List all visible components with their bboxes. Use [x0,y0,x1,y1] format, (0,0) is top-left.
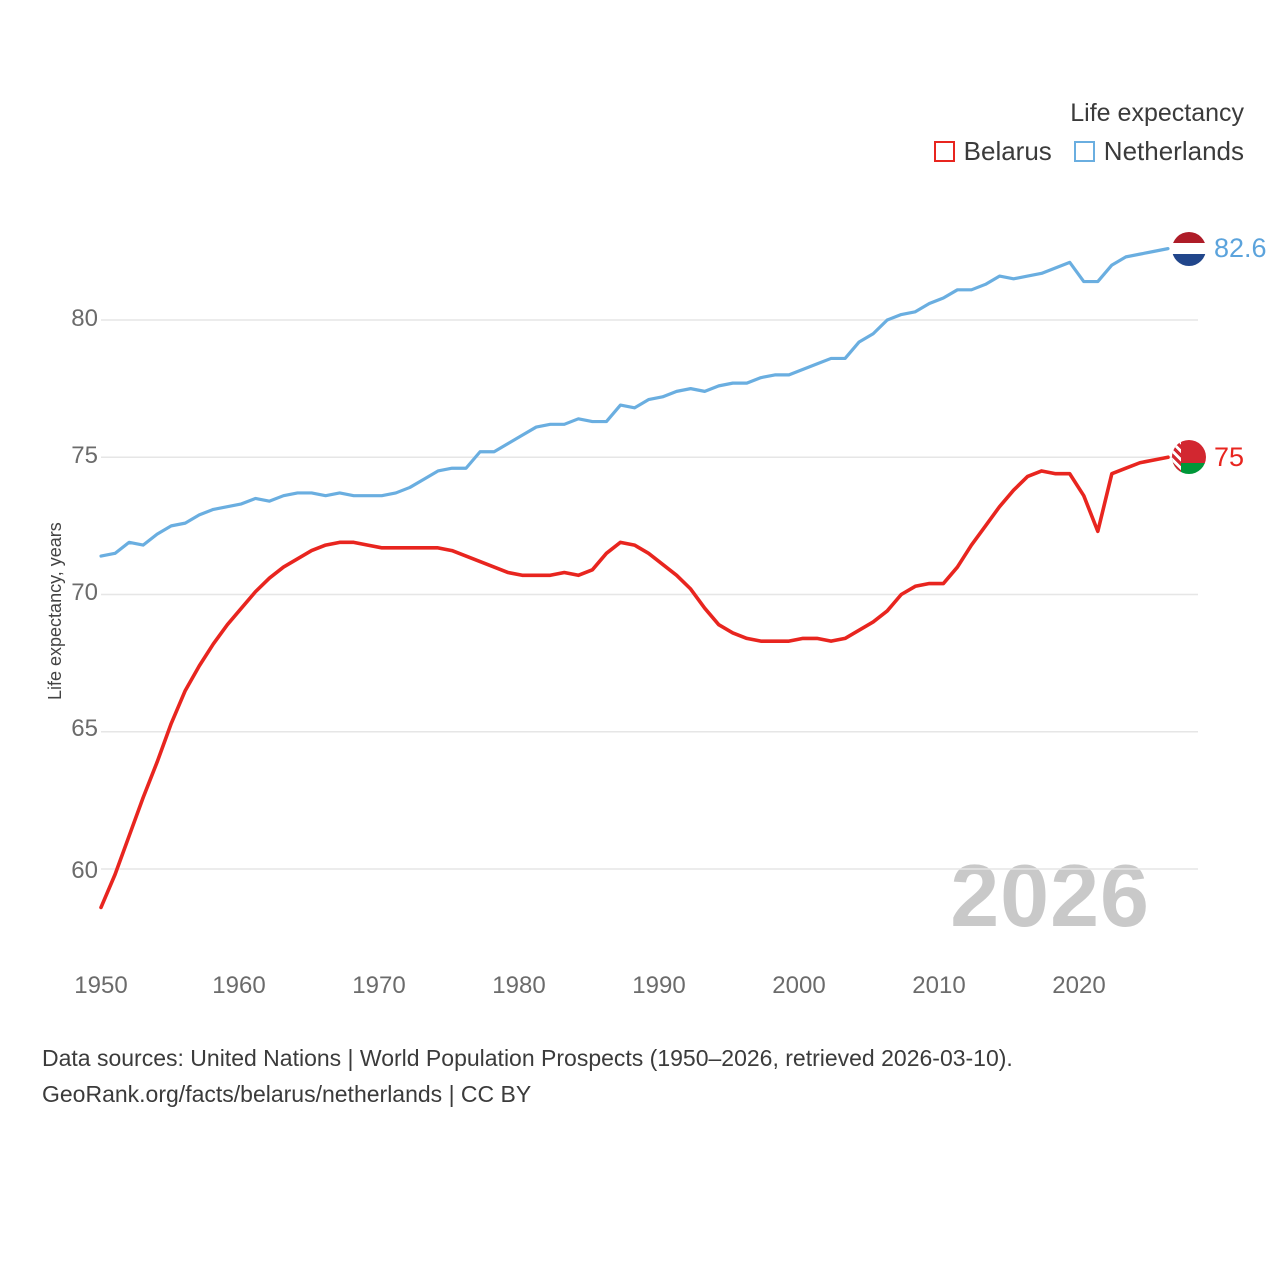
x-tick-1970: 1970 [352,972,406,999]
footer-line-1: Data sources: United Nations | World Population Prospects (1950–2026, retrieved 2026-03-10). [42,1045,1013,1071]
netherlands-flag-icon [1172,232,1206,266]
y-axis-title: Life expectancy, years [45,522,65,700]
x-tick-2000: 2000 [772,972,826,999]
series-line-netherlands [101,249,1168,556]
y-tick-65: 65 [71,715,98,742]
end-label-belarus [1172,440,1244,474]
footer-line-2: GeoRank.org/facts/belarus/netherlands | CC BY [42,1081,532,1107]
x-tick-1980: 1980 [492,972,546,999]
legend-item-belarus[interactable] [934,136,1052,166]
series-line-belarus [101,457,1168,907]
chart-legend [934,98,1244,166]
legend-swatch-netherlands [1074,141,1095,162]
gridlines [101,320,1198,869]
y-tick-60: 60 [71,857,98,884]
y-tick-70: 70 [71,579,98,606]
legend-label-netherlands: Netherlands [1103,136,1244,166]
end-value-belarus: 75 [1214,441,1245,472]
legend-title: Life expectancy [1070,99,1244,127]
legend-items [934,136,1244,166]
x-tick-2010: 2010 [912,972,966,999]
legend-label-belarus: Belarus [963,136,1052,166]
x-tick-1960: 1960 [212,972,266,999]
y-tick-75: 75 [71,442,98,469]
end-value-netherlands: 82.6 [1214,233,1267,264]
legend-swatch-belarus [934,141,955,162]
year-watermark: 2026 [950,846,1150,945]
x-tick-1950: 1950 [74,972,128,999]
legend-item-netherlands[interactable] [1074,136,1244,166]
belarus-flag-icon [1172,440,1206,474]
footer [42,1040,1013,1112]
y-tick-80: 80 [71,305,98,332]
x-tick-2020: 2020 [1052,972,1106,999]
end-label-netherlands [1172,232,1267,266]
x-tick-1990: 1990 [632,972,686,999]
